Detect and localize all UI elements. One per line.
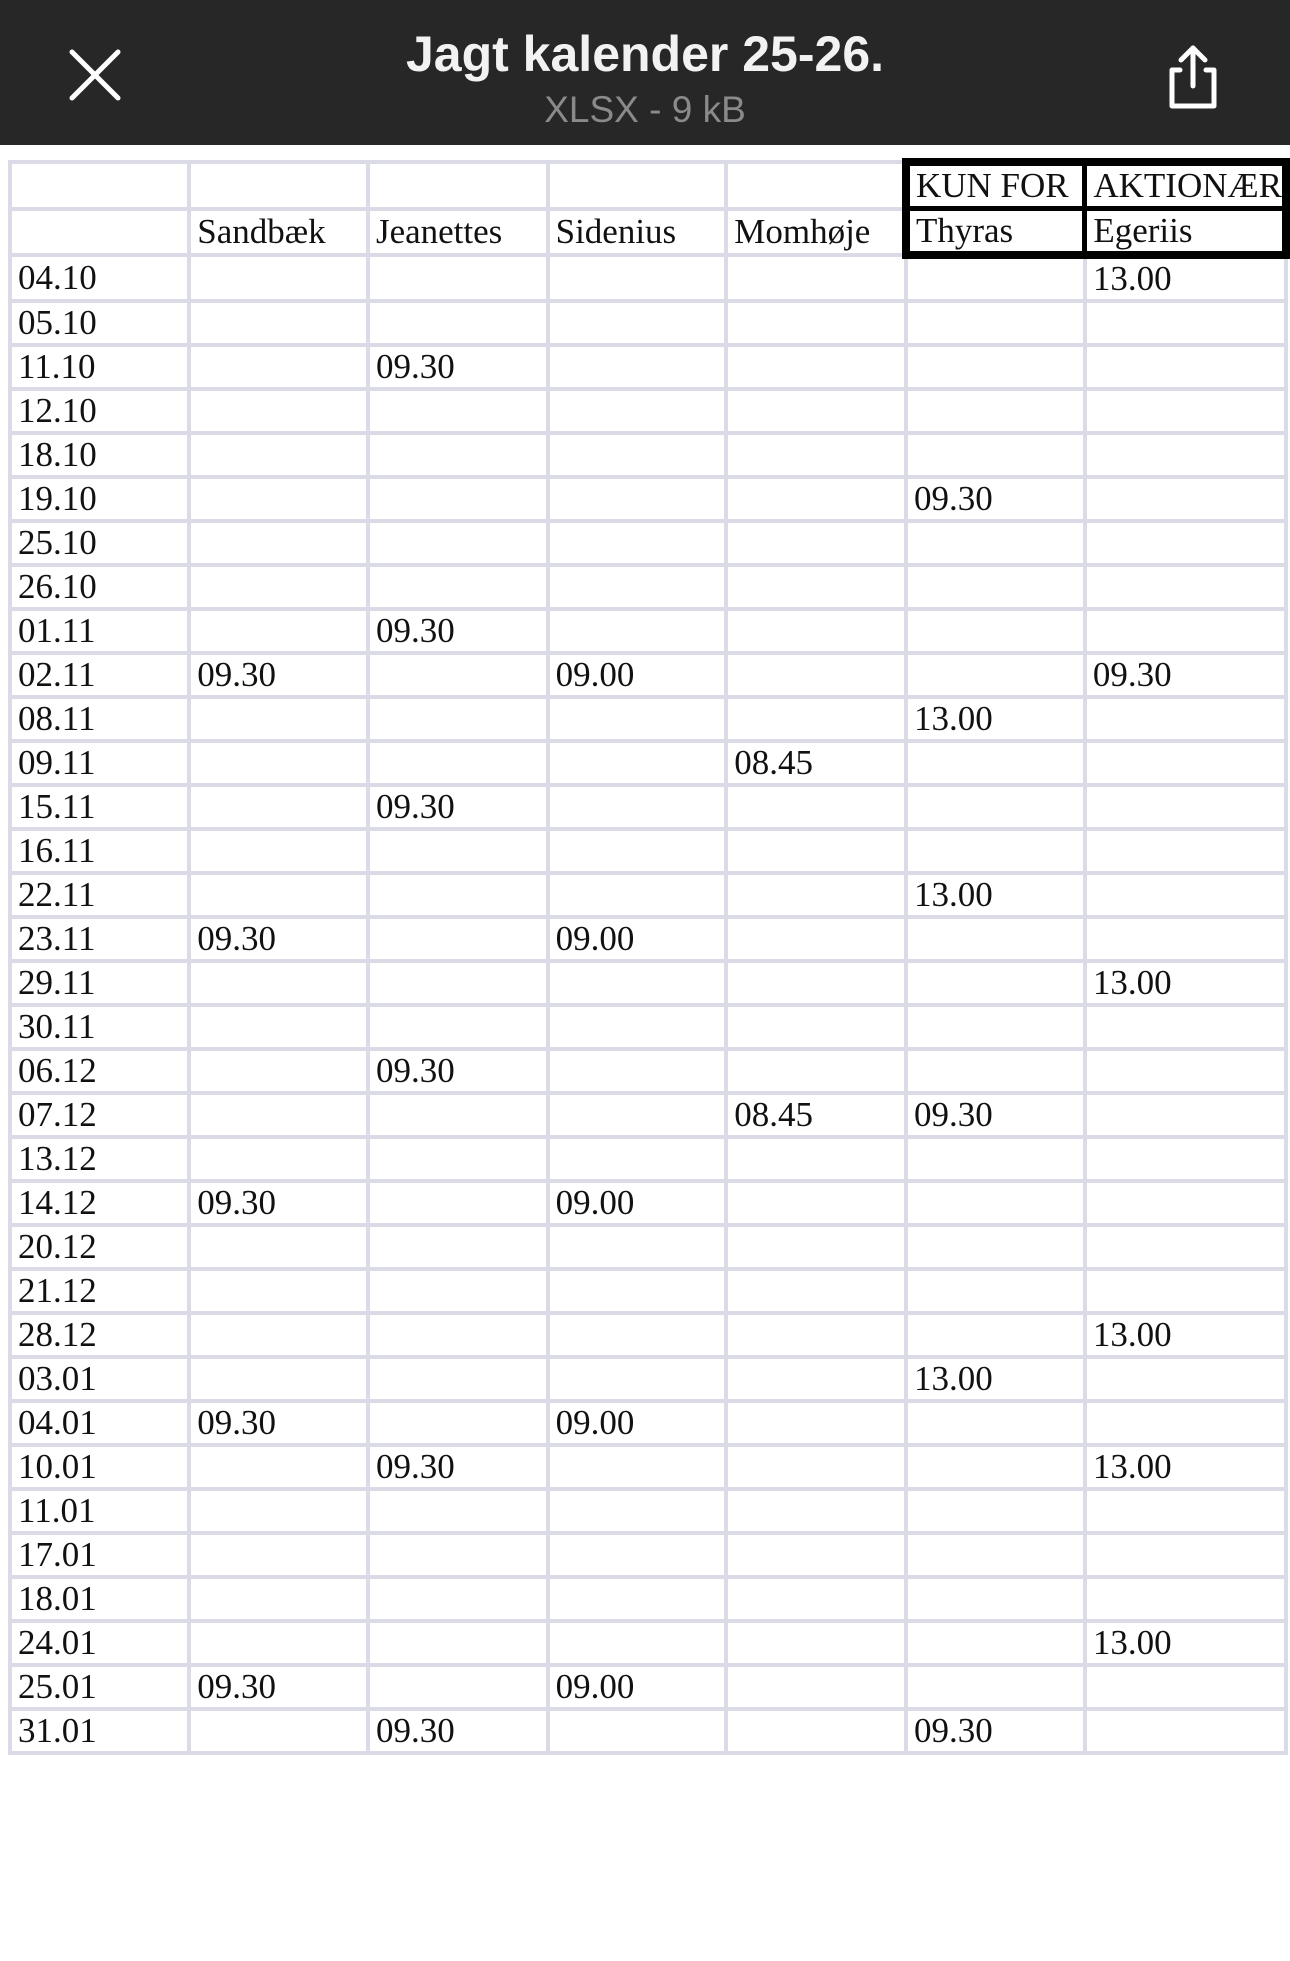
time-cell[interactable]: 13.00 xyxy=(1085,961,1286,1005)
time-cell[interactable] xyxy=(906,345,1085,389)
time-cell[interactable] xyxy=(548,1005,727,1049)
date-cell[interactable]: 28.12 xyxy=(10,1313,189,1357)
time-cell[interactable] xyxy=(548,697,727,741)
header-row xyxy=(10,209,1286,256)
table-row xyxy=(10,961,1286,1005)
time-cell[interactable] xyxy=(189,301,368,345)
time-cell[interactable] xyxy=(368,301,548,345)
date-cell[interactable]: 01.11 xyxy=(10,609,189,653)
time-cell[interactable] xyxy=(726,1049,906,1093)
time-cell[interactable] xyxy=(726,1621,906,1665)
table-row xyxy=(10,653,1286,697)
header-cell[interactable]: Sidenius xyxy=(548,209,727,256)
table-row xyxy=(10,1489,1286,1533)
table-row xyxy=(10,1357,1286,1401)
time-cell[interactable] xyxy=(726,1357,906,1401)
time-cell[interactable] xyxy=(189,389,368,433)
time-cell[interactable]: 09.30 xyxy=(368,609,548,653)
date-cell[interactable]: 31.01 xyxy=(10,1709,189,1753)
time-cell[interactable] xyxy=(726,1401,906,1445)
time-cell[interactable] xyxy=(189,609,368,653)
date-cell[interactable]: 02.11 xyxy=(10,653,189,697)
table-row xyxy=(10,1049,1286,1093)
time-cell[interactable] xyxy=(189,785,368,829)
time-cell[interactable] xyxy=(906,1269,1085,1313)
date-cell[interactable]: 03.01 xyxy=(10,1357,189,1401)
table-row xyxy=(10,609,1286,653)
time-cell[interactable]: 13.00 xyxy=(1085,1621,1286,1665)
table-row xyxy=(10,873,1286,917)
time-cell[interactable] xyxy=(189,1357,368,1401)
time-cell[interactable]: 13.00 xyxy=(1085,255,1286,301)
time-cell[interactable] xyxy=(368,961,548,1005)
date-cell[interactable]: 08.11 xyxy=(10,697,189,741)
time-cell[interactable] xyxy=(189,1533,368,1577)
table-row xyxy=(10,1709,1286,1753)
time-cell[interactable] xyxy=(726,1665,906,1709)
share-icon xyxy=(1156,40,1230,114)
time-cell[interactable] xyxy=(726,785,906,829)
time-cell[interactable]: 09.30 xyxy=(368,345,548,389)
date-cell[interactable]: 25.01 xyxy=(10,1665,189,1709)
time-cell[interactable] xyxy=(548,609,727,653)
banner-row xyxy=(10,162,1286,209)
time-cell[interactable] xyxy=(1085,301,1286,345)
time-cell[interactable] xyxy=(368,917,548,961)
table-row xyxy=(10,433,1286,477)
time-cell[interactable] xyxy=(548,1489,727,1533)
table-row xyxy=(10,1137,1286,1181)
time-cell[interactable]: 13.00 xyxy=(1085,1445,1286,1489)
time-cell[interactable] xyxy=(726,1181,906,1225)
date-cell[interactable]: 11.10 xyxy=(10,345,189,389)
time-cell[interactable] xyxy=(1085,1401,1286,1445)
table-row xyxy=(10,1093,1286,1137)
time-cell[interactable] xyxy=(548,829,727,873)
time-cell[interactable]: 13.00 xyxy=(906,697,1085,741)
time-cell[interactable] xyxy=(368,1665,548,1709)
date-cell[interactable]: 13.12 xyxy=(10,1137,189,1181)
time-cell[interactable] xyxy=(726,1225,906,1269)
time-cell[interactable] xyxy=(906,389,1085,433)
time-cell[interactable] xyxy=(368,741,548,785)
spreadsheet-grid xyxy=(8,158,1290,1755)
time-cell[interactable] xyxy=(1085,1357,1286,1401)
cell[interactable] xyxy=(548,162,727,209)
table-row xyxy=(10,1665,1286,1709)
time-cell[interactable] xyxy=(726,433,906,477)
time-cell[interactable] xyxy=(368,1313,548,1357)
time-cell[interactable] xyxy=(368,1225,548,1269)
date-cell[interactable]: 30.11 xyxy=(10,1005,189,1049)
time-cell[interactable]: 09.30 xyxy=(906,1093,1085,1137)
time-cell[interactable] xyxy=(1085,829,1286,873)
time-cell[interactable]: 09.30 xyxy=(368,1709,548,1753)
time-cell[interactable] xyxy=(1085,1709,1286,1753)
time-cell[interactable] xyxy=(368,255,548,301)
time-cell[interactable] xyxy=(189,345,368,389)
time-cell[interactable] xyxy=(726,345,906,389)
header-cell[interactable]: Momhøje xyxy=(726,209,906,256)
time-cell[interactable] xyxy=(1085,873,1286,917)
date-cell[interactable]: 20.12 xyxy=(10,1225,189,1269)
time-cell[interactable] xyxy=(189,1445,368,1489)
time-cell[interactable] xyxy=(548,345,727,389)
time-cell[interactable] xyxy=(1085,389,1286,433)
table-row xyxy=(10,1181,1286,1225)
time-cell[interactable] xyxy=(368,1137,548,1181)
table-row xyxy=(10,521,1286,565)
time-cell[interactable] xyxy=(1085,917,1286,961)
banner-text: AKTIONÆR xyxy=(1093,166,1282,205)
time-cell[interactable] xyxy=(1085,609,1286,653)
time-cell[interactable]: 09.30 xyxy=(368,1445,548,1489)
time-cell[interactable] xyxy=(189,697,368,741)
time-cell[interactable] xyxy=(1085,565,1286,609)
time-cell[interactable]: 09.00 xyxy=(548,1665,727,1709)
time-cell[interactable] xyxy=(726,477,906,521)
time-cell[interactable] xyxy=(368,1005,548,1049)
time-cell[interactable]: 09.00 xyxy=(548,917,727,961)
time-cell[interactable] xyxy=(189,1225,368,1269)
time-cell[interactable]: 08.45 xyxy=(726,1093,906,1137)
header-cell[interactable]: Thyras xyxy=(906,209,1085,256)
date-cell[interactable]: 05.10 xyxy=(10,301,189,345)
time-cell[interactable] xyxy=(726,653,906,697)
time-cell[interactable] xyxy=(548,785,727,829)
time-cell[interactable] xyxy=(368,389,548,433)
time-cell[interactable] xyxy=(726,1269,906,1313)
time-cell[interactable]: 13.00 xyxy=(906,1357,1085,1401)
time-cell[interactable] xyxy=(368,1093,548,1137)
time-cell[interactable] xyxy=(368,433,548,477)
banner-cell-1[interactable]: KUN FOR xyxy=(906,162,1085,209)
time-cell[interactable] xyxy=(1085,1005,1286,1049)
time-cell[interactable] xyxy=(906,1049,1085,1093)
time-cell[interactable] xyxy=(189,521,368,565)
time-cell[interactable] xyxy=(906,1533,1085,1577)
table-row xyxy=(10,785,1286,829)
time-cell[interactable] xyxy=(368,1621,548,1665)
time-cell[interactable]: 09.00 xyxy=(548,1401,727,1445)
time-cell[interactable] xyxy=(189,1093,368,1137)
time-cell[interactable]: 09.30 xyxy=(906,1709,1085,1753)
time-cell[interactable] xyxy=(548,521,727,565)
time-cell[interactable] xyxy=(368,697,548,741)
time-cell[interactable] xyxy=(189,1709,368,1753)
cell[interactable] xyxy=(189,162,368,209)
time-cell[interactable] xyxy=(368,1577,548,1621)
time-cell[interactable] xyxy=(906,1621,1085,1665)
time-cell[interactable] xyxy=(548,1225,727,1269)
header-cell[interactable]: Sandbæk xyxy=(189,209,368,256)
time-cell[interactable] xyxy=(189,741,368,785)
time-cell[interactable] xyxy=(726,1313,906,1357)
date-cell[interactable]: 22.11 xyxy=(10,873,189,917)
date-cell[interactable]: 23.11 xyxy=(10,917,189,961)
time-cell[interactable]: 13.00 xyxy=(906,873,1085,917)
time-cell[interactable] xyxy=(189,433,368,477)
time-cell[interactable] xyxy=(1085,1049,1286,1093)
date-cell[interactable]: 16.11 xyxy=(10,829,189,873)
time-cell[interactable] xyxy=(726,1445,906,1489)
header-cell[interactable]: Jeanettes xyxy=(368,209,548,256)
time-cell[interactable] xyxy=(189,829,368,873)
time-cell[interactable] xyxy=(189,1577,368,1621)
time-cell[interactable] xyxy=(906,1313,1085,1357)
time-cell[interactable] xyxy=(906,961,1085,1005)
time-cell[interactable] xyxy=(548,1709,727,1753)
time-cell[interactable] xyxy=(1085,697,1286,741)
table-row xyxy=(10,917,1286,961)
table-row xyxy=(10,1401,1286,1445)
table-row xyxy=(10,1445,1286,1489)
time-cell[interactable] xyxy=(1085,1489,1286,1533)
time-cell[interactable] xyxy=(906,741,1085,785)
time-cell[interactable] xyxy=(726,521,906,565)
date-cell[interactable]: 19.10 xyxy=(10,477,189,521)
time-cell[interactable] xyxy=(1085,345,1286,389)
time-cell[interactable]: 09.30 xyxy=(189,1181,368,1225)
time-cell[interactable] xyxy=(726,1005,906,1049)
time-cell[interactable]: 09.00 xyxy=(548,1181,727,1225)
time-cell[interactable] xyxy=(548,1313,727,1357)
date-cell[interactable]: 09.11 xyxy=(10,741,189,785)
time-cell[interactable] xyxy=(906,653,1085,697)
preview-header xyxy=(0,0,1290,145)
time-cell[interactable] xyxy=(906,1489,1085,1533)
time-cell[interactable] xyxy=(189,255,368,301)
time-cell[interactable] xyxy=(726,961,906,1005)
time-cell[interactable]: 09.30 xyxy=(1085,653,1286,697)
time-cell[interactable] xyxy=(189,1137,368,1181)
time-cell[interactable] xyxy=(368,477,548,521)
time-cell[interactable]: 09.30 xyxy=(368,785,548,829)
time-cell[interactable] xyxy=(906,785,1085,829)
time-cell[interactable] xyxy=(189,1049,368,1093)
table-row xyxy=(10,1225,1286,1269)
header-cell-empty[interactable] xyxy=(10,209,189,256)
time-cell[interactable]: 09.30 xyxy=(189,917,368,961)
time-cell[interactable] xyxy=(368,873,548,917)
time-cell[interactable] xyxy=(548,741,727,785)
time-cell[interactable] xyxy=(906,255,1085,301)
table-row xyxy=(10,1577,1286,1621)
date-cell[interactable]: 26.10 xyxy=(10,565,189,609)
date-cell[interactable]: 18.01 xyxy=(10,1577,189,1621)
time-cell[interactable] xyxy=(1085,1093,1286,1137)
time-cell[interactable] xyxy=(548,1357,727,1401)
time-cell[interactable] xyxy=(726,1709,906,1753)
date-cell[interactable]: 17.01 xyxy=(10,1533,189,1577)
document-subtitle: XLSX - 9 kB xyxy=(544,89,746,130)
time-cell[interactable] xyxy=(726,389,906,433)
time-cell[interactable] xyxy=(1085,1665,1286,1709)
share-button[interactable] xyxy=(1156,40,1230,114)
time-cell[interactable]: 09.00 xyxy=(548,653,727,697)
time-cell[interactable] xyxy=(726,697,906,741)
time-cell[interactable] xyxy=(726,917,906,961)
table-row xyxy=(10,1621,1286,1665)
time-cell[interactable]: 09.30 xyxy=(189,1401,368,1445)
time-cell[interactable] xyxy=(906,1577,1085,1621)
date-cell[interactable]: 24.01 xyxy=(10,1621,189,1665)
time-cell[interactable] xyxy=(726,1577,906,1621)
time-cell[interactable] xyxy=(548,1577,727,1621)
time-cell[interactable] xyxy=(189,477,368,521)
time-cell[interactable] xyxy=(1085,1533,1286,1577)
time-cell[interactable] xyxy=(726,829,906,873)
table-row xyxy=(10,829,1286,873)
table-row xyxy=(10,477,1286,521)
time-cell[interactable] xyxy=(548,1049,727,1093)
time-cell[interactable] xyxy=(368,521,548,565)
cell[interactable] xyxy=(368,162,548,209)
time-cell[interactable] xyxy=(906,1137,1085,1181)
time-cell[interactable] xyxy=(906,829,1085,873)
time-cell[interactable] xyxy=(906,521,1085,565)
time-cell[interactable] xyxy=(906,1225,1085,1269)
time-cell[interactable] xyxy=(368,653,548,697)
table-row xyxy=(10,389,1286,433)
time-cell[interactable] xyxy=(548,1093,727,1137)
date-cell[interactable]: 04.01 xyxy=(10,1401,189,1445)
table-row xyxy=(10,255,1286,301)
date-cell[interactable]: 04.10 xyxy=(10,255,189,301)
time-cell[interactable] xyxy=(189,961,368,1005)
time-cell[interactable] xyxy=(189,1269,368,1313)
time-cell[interactable] xyxy=(1085,521,1286,565)
time-cell[interactable]: 08.45 xyxy=(726,741,906,785)
header-cell[interactable]: Egeriis xyxy=(1085,209,1286,256)
time-cell[interactable] xyxy=(548,961,727,1005)
time-cell[interactable] xyxy=(906,917,1085,961)
time-cell[interactable] xyxy=(726,1533,906,1577)
date-cell[interactable]: 07.12 xyxy=(10,1093,189,1137)
time-cell[interactable] xyxy=(368,1401,548,1445)
table-row xyxy=(10,1005,1286,1049)
date-cell[interactable]: 14.12 xyxy=(10,1181,189,1225)
time-cell[interactable] xyxy=(548,1269,727,1313)
time-cell[interactable] xyxy=(368,1181,548,1225)
time-cell[interactable]: 09.30 xyxy=(189,653,368,697)
time-cell[interactable] xyxy=(1085,433,1286,477)
time-cell[interactable] xyxy=(548,433,727,477)
table-row xyxy=(10,1313,1286,1357)
cell[interactable] xyxy=(10,162,189,209)
time-cell[interactable] xyxy=(906,433,1085,477)
time-cell[interactable] xyxy=(906,1665,1085,1709)
time-cell[interactable] xyxy=(548,1621,727,1665)
time-cell[interactable] xyxy=(1085,1181,1286,1225)
table-row xyxy=(10,565,1286,609)
date-cell[interactable]: 06.12 xyxy=(10,1049,189,1093)
time-cell[interactable] xyxy=(906,565,1085,609)
time-cell[interactable] xyxy=(1085,1577,1286,1621)
time-cell[interactable] xyxy=(1085,477,1286,521)
time-cell[interactable] xyxy=(368,1489,548,1533)
banner-cell-2[interactable] xyxy=(1085,162,1286,209)
time-cell[interactable] xyxy=(548,873,727,917)
date-cell[interactable]: 29.11 xyxy=(10,961,189,1005)
time-cell[interactable] xyxy=(548,1445,727,1489)
date-cell[interactable]: 25.10 xyxy=(10,521,189,565)
time-cell[interactable] xyxy=(1085,785,1286,829)
time-cell[interactable] xyxy=(1085,1225,1286,1269)
time-cell[interactable] xyxy=(548,301,727,345)
time-cell[interactable] xyxy=(368,1269,548,1313)
time-cell[interactable] xyxy=(368,1357,548,1401)
time-cell[interactable] xyxy=(1085,1269,1286,1313)
table-row xyxy=(10,345,1286,389)
time-cell[interactable] xyxy=(906,1005,1085,1049)
time-cell[interactable] xyxy=(906,1181,1085,1225)
time-cell[interactable] xyxy=(1085,741,1286,785)
cell[interactable] xyxy=(726,162,906,209)
time-cell[interactable]: 09.30 xyxy=(368,1049,548,1093)
time-cell[interactable] xyxy=(368,565,548,609)
table-row xyxy=(10,741,1286,785)
time-cell[interactable] xyxy=(906,1445,1085,1489)
time-cell[interactable] xyxy=(368,1533,548,1577)
time-cell[interactable] xyxy=(906,609,1085,653)
time-cell[interactable] xyxy=(726,565,906,609)
time-cell[interactable] xyxy=(548,255,727,301)
table-row xyxy=(10,301,1286,345)
table-row xyxy=(10,1533,1286,1577)
date-cell[interactable]: 10.01 xyxy=(10,1445,189,1489)
time-cell[interactable] xyxy=(189,1005,368,1049)
time-cell[interactable]: 13.00 xyxy=(1085,1313,1286,1357)
time-cell[interactable] xyxy=(189,1313,368,1357)
time-cell[interactable] xyxy=(726,873,906,917)
time-cell[interactable] xyxy=(906,301,1085,345)
date-cell[interactable]: 18.10 xyxy=(10,433,189,477)
time-cell[interactable] xyxy=(906,1401,1085,1445)
time-cell[interactable] xyxy=(726,301,906,345)
time-cell[interactable] xyxy=(189,873,368,917)
time-cell[interactable] xyxy=(1085,1137,1286,1181)
time-cell[interactable]: 09.30 xyxy=(189,1665,368,1709)
time-cell[interactable] xyxy=(189,1621,368,1665)
table-row xyxy=(10,697,1286,741)
time-cell[interactable] xyxy=(726,1137,906,1181)
document-title: Jagt kalender 25-26. xyxy=(405,26,885,82)
time-cell[interactable] xyxy=(189,1489,368,1533)
date-cell[interactable]: 15.11 xyxy=(10,785,189,829)
time-cell[interactable] xyxy=(368,829,548,873)
date-cell[interactable]: 12.10 xyxy=(10,389,189,433)
time-cell[interactable] xyxy=(726,1489,906,1533)
table-row xyxy=(10,1269,1286,1313)
time-cell[interactable] xyxy=(548,565,727,609)
date-cell[interactable]: 11.01 xyxy=(10,1489,189,1533)
time-cell[interactable] xyxy=(548,1137,727,1181)
time-cell[interactable] xyxy=(548,477,727,521)
time-cell[interactable]: 09.30 xyxy=(906,477,1085,521)
time-cell[interactable] xyxy=(726,609,906,653)
date-cell[interactable]: 21.12 xyxy=(10,1269,189,1313)
time-cell[interactable] xyxy=(726,255,906,301)
time-cell[interactable] xyxy=(548,1533,727,1577)
time-cell[interactable] xyxy=(189,565,368,609)
time-cell[interactable] xyxy=(548,389,727,433)
